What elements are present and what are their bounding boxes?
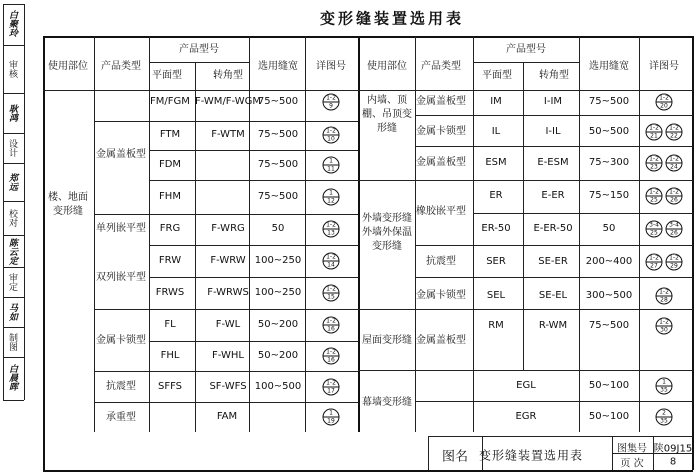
sidebar-item-design: 设计 [7,139,17,157]
grid-line [3,400,24,401]
plane-model: FTM [159,129,181,140]
detail-ref-icon: 1-2 29 [666,254,683,271]
page-number: 8 [669,456,677,468]
gap-width: 50~500 [588,126,630,137]
gap-width: 300~500 [585,290,633,301]
right-location: 外墙变形缝外墙外保温变形缝 [362,213,412,252]
right-location: 内墙、顶棚、吊顶变形缝 [362,95,412,134]
detail-ref-icon: 1 12 [323,189,340,206]
gap-width: 75~500 [257,191,299,202]
detail-ref-icon: 1-2 28 [656,288,673,305]
corner-model: E-ER-50 [533,223,573,234]
signature-draw: 白晨晖 [7,363,17,391]
header-corner-left: 转角型 [213,70,243,81]
grid-line [149,277,358,278]
atlas-number: 陕09J15 [653,443,693,455]
grid-line [473,213,693,214]
sidebar-item-check: 校对 [7,209,17,227]
atlas-label: 图集号 [617,443,647,455]
corner-model: I-IM [543,96,563,107]
grid-line [149,341,358,342]
sidebar-item-approve: 审定 [7,273,17,291]
group-label: 抗震型 [106,381,136,392]
grid-line [94,214,358,215]
group-label: 金属卡锁型 [96,335,146,346]
grid-line [305,36,306,432]
corner-model: SE-EL [538,290,568,301]
header-product-type-left: 产品类型 [101,61,141,72]
detail-ref-icon: 3-4 26 [666,221,683,238]
gap-width: 50~200 [257,350,299,361]
plane-model: FAM [216,411,238,422]
grid-line [94,402,358,403]
plane-model: FM/FGM [150,96,190,107]
grid-line [579,36,580,432]
detail-ref-icon: 2 35 [656,409,673,426]
left-location: 楼、地面变形缝 [48,192,88,217]
gap-width: 50 [602,223,616,234]
group-label: 金属盖板型 [96,149,146,160]
gap-width: 50~100 [588,380,630,391]
grid-line [24,4,25,400]
plane-model: FRG [159,223,181,234]
plane-model: ESM [485,157,507,168]
grid-line [428,436,429,470]
grid-line [523,62,524,370]
signature-design: 郑远 [7,173,17,191]
grid-line [358,370,693,371]
grid-line [149,245,358,246]
header-detail-left: 详图号 [316,61,346,72]
signature-check: 陈云定 [7,237,17,265]
grid-line [415,277,693,278]
grid-line [358,180,693,181]
corner-model: I-IL [545,126,561,137]
grid-line [195,62,196,432]
gap-width: 200~400 [585,256,633,267]
header-location-left: 使用部位 [48,61,88,72]
plane-model: EGR [515,411,537,422]
detail-ref-icon: 1-2 30 [656,318,673,335]
detail-ref-icon: 1-2 27 [646,254,663,271]
header-plane-right: 平面型 [482,70,512,81]
gap-width: 75~500 [257,129,299,140]
header-plane-left: 平面型 [152,70,182,81]
plane-model: ER [489,190,503,201]
corner-model: F-WHL [212,350,244,361]
gap-width: 75~500 [257,159,299,170]
grid-line [149,180,358,181]
header-model-right: 产品型号 [506,44,546,55]
detail-ref-icon: 1 11 [323,157,340,174]
detail-ref-icon: 1-2 26 [666,188,683,205]
header-corner-right: 转角型 [539,70,569,81]
grid-line [473,62,579,63]
gap-width: 100~500 [254,381,302,392]
detail-ref-icon: 1-2 15 [323,285,340,302]
corner-model: R-WM [538,320,568,331]
grid-line [43,36,693,38]
grid-line [358,309,693,310]
page-label: 页 次 [620,458,644,470]
header-width-left: 选用缝宽 [258,61,298,72]
plane-model: RM [488,320,504,331]
right-location: 屋面变形缝 [362,335,412,346]
corner-model: SF-WFS [209,381,247,392]
header-detail-right: 详图号 [649,61,679,72]
detail-ref-icon: 1-2 13 [323,221,340,238]
detail-ref-icon: 1-2 20 [656,94,673,111]
gap-width: 50~100 [588,411,630,422]
plane-model: FHL [160,350,180,361]
detail-ref-icon: 1-2 25 [646,188,663,205]
detail-ref-icon: 1 19 [323,409,340,426]
detail-ref-icon: 3-4 25 [646,221,663,238]
header-location-right: 使用部位 [367,61,407,72]
grid-line [94,121,358,122]
corner-model: E-ESM [537,157,569,168]
gap-width: 50 [271,223,285,234]
gap-width: 100~250 [254,287,302,298]
corner-model: E-ER [541,190,565,201]
tumin-label: 图名 [441,449,469,465]
group-label: 金属盖板型 [416,96,466,107]
plane-model: ER-50 [481,223,511,234]
detail-ref-icon: 1-2 9 [323,94,340,111]
detail-ref-icon: 1-2 21 [646,124,663,141]
plane-model: FRWS [155,287,185,298]
gap-width: 75~500 [257,96,299,107]
detail-ref-icon: 1-2 10 [323,127,340,144]
gap-width: 50~200 [257,319,299,330]
group-label: 橡胶嵌平型 [416,206,466,217]
page-title: 变形缝装置选用表 [319,9,465,28]
detail-ref-icon: 1-2 17 [323,379,340,396]
group-label: 金属卡锁型 [416,290,466,301]
grid-line [358,36,360,432]
plane-model: FL [164,319,176,330]
corner-model: F-WRW [210,255,246,266]
corner-model: F-WTM [211,129,245,140]
plane-model: SEL [486,290,506,301]
plane-model: SFFS [157,381,183,392]
detail-ref-icon: 1-2 22 [666,124,683,141]
drawing-name: 变形缝装置选用表 [478,448,584,463]
grid-line [415,245,693,246]
plane-model: IL [491,126,501,137]
gap-width: 100~250 [254,255,302,266]
plane-model: IM [490,96,502,107]
plane-model: SER [486,256,506,267]
gap-width: 75~500 [588,320,630,331]
grid-line [94,309,358,310]
corner-model: F-WRWS [207,287,249,298]
group-label: 承重型 [106,412,136,423]
grid-line [692,36,694,470]
plane-model: FDM [158,159,182,170]
grid-line [149,62,249,63]
signature-approve: 马如 [7,303,17,321]
header-width-right: 选用缝宽 [589,61,629,72]
group-label: 金属卡锁型 [416,126,466,137]
corner-mark: 白聚玲 [7,9,17,37]
grid-line [43,470,693,472]
gap-width: 75~500 [588,96,630,107]
header-product-type-right: 产品类型 [421,61,461,72]
grid-line [415,115,693,116]
detail-ref-icon: 1-2 16 [323,348,340,365]
plane-model: FRW [158,255,182,266]
grid-line [94,36,95,432]
grid-line [43,36,45,470]
grid-line [639,36,640,432]
detail-ref-icon: 1 35 [656,378,673,395]
group-label: 双列嵌平型 [96,272,146,283]
header-model-left: 产品型号 [179,44,219,55]
corner-model: F-WL [215,319,241,330]
corner-model: F-WM/F-WGM [194,96,262,107]
group-label: 金属盖板型 [416,157,466,168]
gap-width: 75~300 [588,157,630,168]
group-label: 单列嵌平型 [96,223,146,234]
detail-ref-icon: 1-2 14 [323,253,340,270]
grid-line [415,401,693,402]
gap-width: 75~150 [588,190,630,201]
detail-ref-icon: 1-2 23 [646,155,663,172]
grid-line [473,36,474,432]
sidebar-item-review: 审核 [7,60,17,78]
grid-line [94,371,358,372]
signature-review: 耿鸿 [7,104,17,122]
group-label: 抗震型 [426,256,456,267]
corner-model: SE-ER [538,256,568,267]
plane-model: EGL [516,380,536,391]
grid-line [43,90,693,91]
grid-line [149,150,358,151]
group-label: 金属盖板型 [416,335,466,346]
plane-model: FHM [159,191,181,202]
corner-model: F-WRG [211,223,245,234]
grid-line [415,146,693,147]
detail-ref-icon: 1-2 16 [323,317,340,334]
sidebar-item-draw: 制图 [7,333,17,351]
detail-ref-icon: 1-2 24 [666,155,683,172]
right-location: 幕墙变形缝 [362,397,412,408]
